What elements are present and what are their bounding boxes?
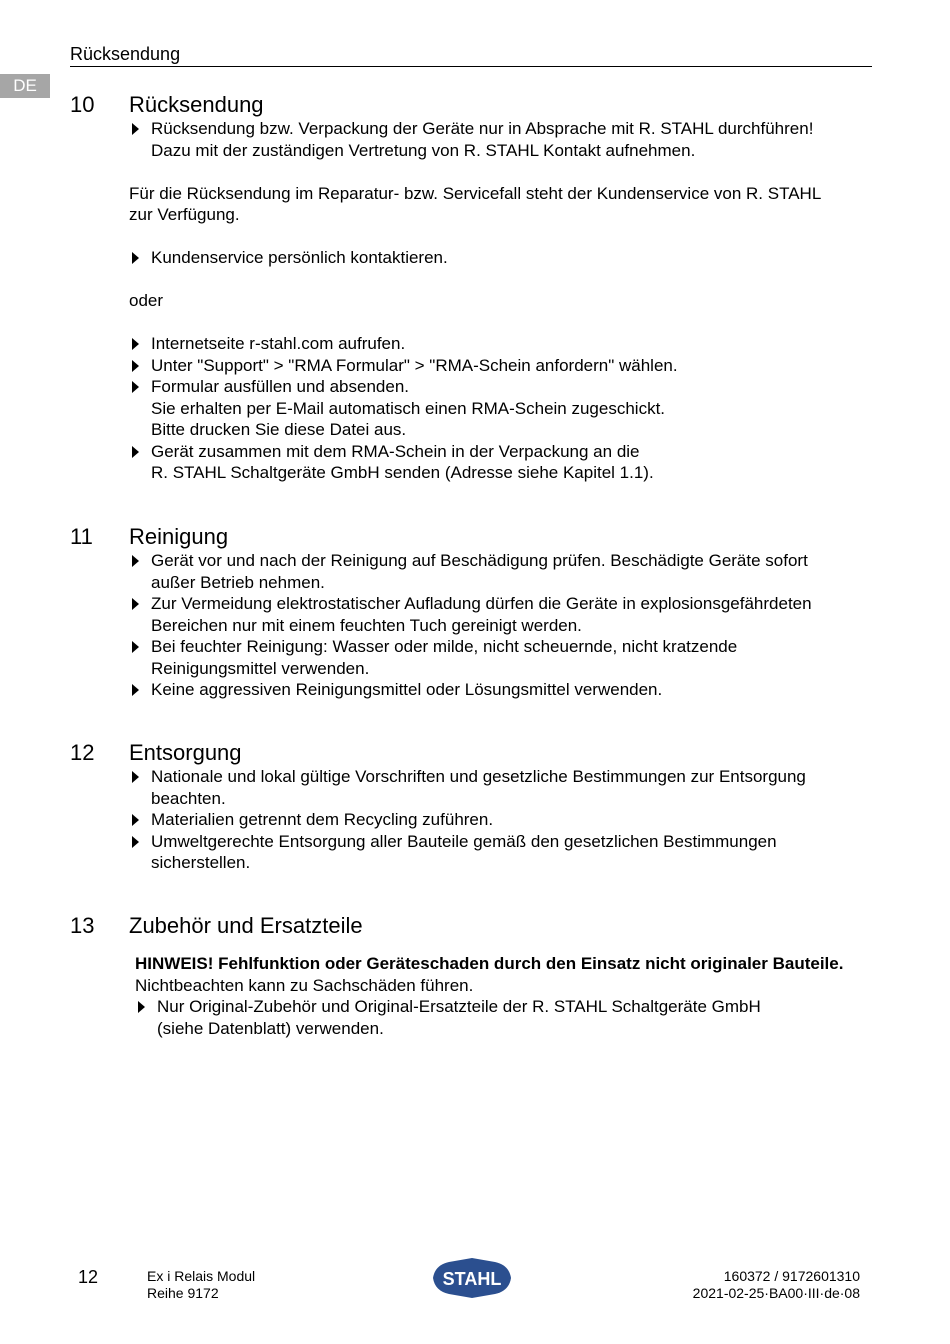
section-heading	[70, 913, 880, 939]
section-number: 11	[70, 524, 93, 549]
section-heading	[70, 740, 880, 766]
product-name: Ex i Relais Modul	[147, 1268, 256, 1284]
footer-product	[147, 1268, 255, 1302]
list-item: Bei feuchter Reinigung: Wasser oder milde, nicht scheuernde, nicht kratzende Reinigungsmittel verwenden.	[129, 636, 880, 679]
notice-box	[135, 953, 880, 1039]
bullet-arrow-icon	[132, 381, 139, 393]
bullet-arrow-icon	[132, 771, 139, 783]
list-item: Gerät zusammen mit dem RMA-Schein in der Verpackung an die R. STAHL Schaltgeräte GmbH senden (Adresse siehe Kapitel 1.1).	[129, 441, 880, 484]
bullet-arrow-icon	[132, 598, 139, 610]
document-version: 2021-02-25·BA00·III·de·08	[692, 1285, 860, 1301]
section-number: 12	[70, 740, 95, 765]
section-13	[70, 913, 880, 1039]
page-number: 12	[78, 1267, 99, 1287]
running-header: Rücksendung	[70, 44, 181, 64]
bullet-arrow-icon	[132, 360, 139, 372]
paragraph: Für die Rücksendung im Reparatur- bzw. Servicefall steht der Kundenservice von R. STAHL zur Verfügung.	[129, 183, 822, 224]
section-title: Reinigung	[129, 524, 229, 549]
section-title: Entsorgung	[129, 740, 242, 765]
section-number: 10	[70, 92, 95, 117]
list-item: Materialien getrennt dem Recycling zuführen.	[129, 809, 880, 831]
header-divider	[70, 66, 872, 67]
bullet-arrow-icon	[138, 1001, 145, 1013]
bullet-arrow-icon	[132, 123, 139, 135]
paragraph-oder: oder	[129, 291, 164, 310]
bullet-arrow-icon	[132, 555, 139, 567]
section-12	[70, 740, 880, 874]
stahl-logo	[432, 1257, 512, 1299]
section-heading	[70, 524, 880, 550]
notice-text: Nichtbeachten kann zu Sachschäden führen.	[135, 975, 474, 995]
section-title: Rücksendung	[129, 92, 264, 117]
language-tab: DE	[0, 74, 50, 98]
bullet-arrow-icon	[132, 814, 139, 826]
section-11	[70, 524, 880, 701]
section-number: 13	[70, 913, 95, 938]
list-item: Zur Vermeidung elektrostatischer Aufladung dürfen die Geräte in explosionsgefährdeten Bereichen nur mit einem feuchten Tuch gereinigt werden.	[129, 593, 880, 636]
list-item: Keine aggressiven Reinigungsmittel oder Lösungsmittel verwenden.	[129, 679, 880, 701]
list-item: Umweltgerechte Entsorgung aller Bauteile gemäß den gesetzlichen Bestimmungen sicherstellen.	[129, 831, 880, 874]
footer-doc-info	[693, 1268, 860, 1302]
section-10	[70, 92, 880, 484]
bullet-arrow-icon	[132, 684, 139, 696]
section-heading	[70, 92, 880, 118]
list-item: Nur Original-Zubehör und Original-Ersatzteile der R. STAHL Schaltgeräte GmbH (siehe Datenblatt) verwenden.	[135, 996, 880, 1039]
list-item: Rücksendung bzw. Verpackung der Geräte nur in Absprache mit R. STAHL durchführen! Dazu mit der zuständigen Vertretung von R. STAHL Kontakt aufnehmen.	[129, 118, 880, 161]
list-item: Gerät vor und nach der Reinigung auf Beschädigung prüfen. Beschädigte Geräte sofort außer Betrieb nehmen.	[129, 550, 880, 593]
bullet-arrow-icon	[132, 252, 139, 264]
logo-text: STAHL	[442, 1269, 502, 1289]
list-item: Nationale und lokal gültige Vorschriften und gesetzliche Bestimmungen zur Entsorgung beachten.	[129, 766, 880, 809]
section-title: Zubehör und Ersatzteile	[129, 913, 363, 938]
list-item: Kundenservice persönlich kontaktieren.	[129, 247, 880, 269]
bullet-arrow-icon	[132, 836, 139, 848]
notice-title: HINWEIS! Fehlfunktion oder Geräteschaden durch den Einsatz nicht originaler Bauteile.	[135, 954, 844, 973]
document-id: 160372 / 9172601310	[723, 1268, 860, 1284]
bullet-arrow-icon	[132, 446, 139, 458]
bullet-arrow-icon	[132, 641, 139, 653]
list-item: Formular ausfüllen und absenden. Sie erhalten per E-Mail automatisch einen RMA-Schein zugeschickt. Bitte drucken Sie diese Datei aus.	[129, 376, 880, 441]
list-item: Internetseite r-stahl.com aufrufen.	[129, 333, 880, 355]
bullet-arrow-icon	[132, 338, 139, 350]
list-item: Unter "Support" > "RMA Formular" > "RMA-Schein anfordern" wählen.	[129, 355, 880, 377]
product-series: Reihe 9172	[147, 1285, 219, 1301]
